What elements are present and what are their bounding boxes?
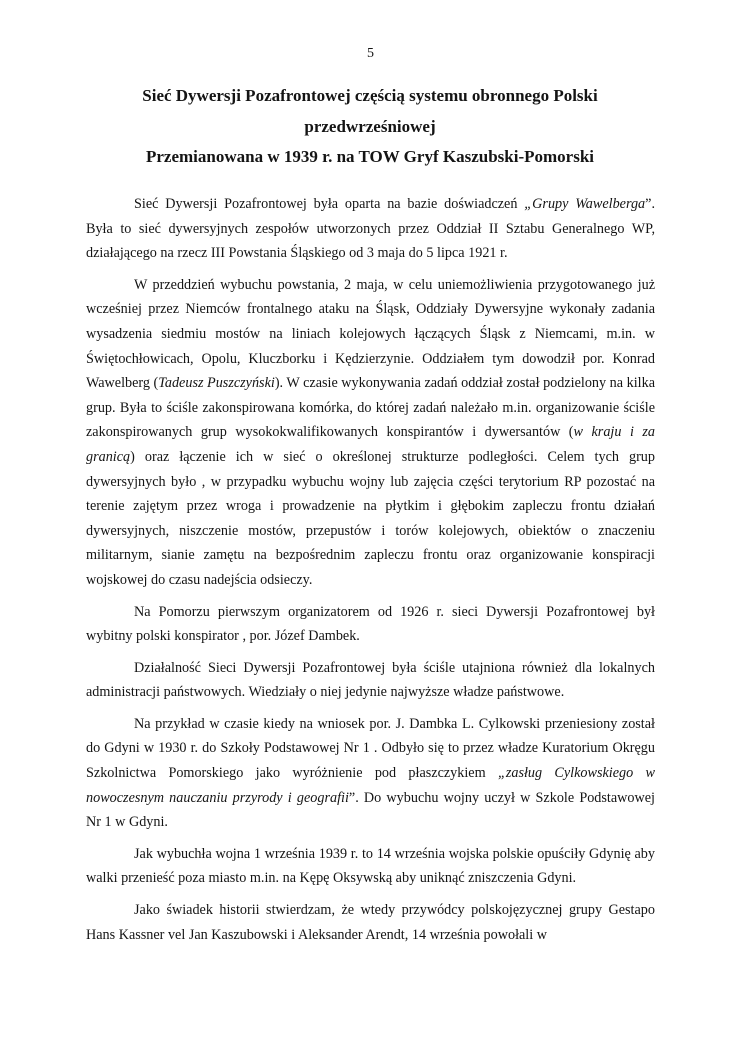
paragraph-1-text-a: Sieć Dywersji Pozafrontowej była oparta na bazie doświadczeń — [134, 196, 525, 212]
paragraph-5-italic: „zasług Cylkowskiego w nowoczesnym nauczaniu przyrody i geografii — [86, 765, 655, 806]
paragraph-2-italic-b: Tadeusz Puszczyński — [158, 375, 275, 392]
title-line-3: Przemianowana w 1939 r. na TOW Gryf Kaszubski-Pomorski — [145, 147, 594, 166]
paragraph-3 — [86, 600, 655, 649]
paragraph-6 — [86, 842, 655, 891]
title-line-2: przedwrześniowej — [304, 117, 436, 136]
paragraph-2-text-a: W przeddzień wybuchu powstania, 2 maja, w celu uniemożliwienia przygotowanego już wcześniej przez Niemców frontalnego ataku na Śląsk, Oddziały Dywersyjne wykonały zadania wysadzenia siedmiu mostów na liniach kolejowych łączących Śląsk z Niemcami, m.in. w Świętochłowicach, Opolu, Kluczborku i Kędzierzynie. Oddziałem tym dowodził por. Konrad Wawelberg ( — [86, 276, 655, 392]
paragraph-5-text-c: ”. Do wybuchu wojny uczył w Szkole Podstawowej Nr 1 w Gdyni. — [86, 789, 655, 831]
title-line-1: Sieć Dywersji Pozafrontowej częścią systemu obronnego Polski — [142, 86, 598, 105]
paragraph-3-text: Na Pomorzu pierwszym organizatorem od 1926 r. sieci Dywersji Pozafrontowej był wybitny polski konspirator , por. Józef Dambek. — [86, 603, 655, 645]
paragraph-6-text: Jak wybuchła wojna 1 września 1939 r. to 14 września wojska polskie opuściły Gdynię aby walki przenieść poza miasto m.in. na Kępę Oksywską aby uniknąć zniszczenia Gdyni. — [86, 845, 655, 887]
paragraph-1 — [86, 192, 655, 266]
paragraph-2-text-c: ). W czasie wykonywania zadań oddział został podzielony na kilka grup. Była to ściśle zakonspirowana komórka, do której zadań należało m.in. organizowanie ściśle zakonspirowanych grup wysokokwalifikowanych konspirantów i dywersantów ( — [86, 375, 655, 441]
paragraph-1-italic: „Grupy Wawelberga — [524, 196, 646, 212]
paragraph-4 — [86, 656, 655, 705]
paragraph-5-text-a: Na przykład w czasie kiedy na wniosek por. J. Dambka L. Cylkowski przeniesiony został do Gdyni w 1930 r. do Szkoły Podstawowej Nr 1 . Odbyło się to przez władze Kuratorium Okręgu Szkolnictwa Pomorskiego jako wyróżnienie pod płaszczykiem — [86, 715, 655, 782]
paragraph-2 — [86, 273, 655, 593]
paragraph-2-italic-d: w kraju i za granicą — [86, 424, 655, 465]
paragraph-2-text-e: ) oraz łączenie ich w sieć o określonej strukturze podległości. Celem tych grup dywersyjnych było , w przypadku wybuchu wojny lub zajęcia części terytorium RP pozostać na terenie zajętym przez wroga i prowadzenie na płytkim i głębokim zapleczu frontu działań dywersyjnych, niszczenie mostów, przepustów i torów kolejowych, obiektów o znaczeniu militarnym, sianie zamętu na bezpośrednim zapleczu frontu oraz organizowanie konspiracji wojskowej do czasu nadejścia odsieczy. — [86, 448, 655, 588]
paragraph-7 — [86, 898, 655, 947]
page-number: 5 — [367, 46, 374, 61]
paragraph-7-text: Jako świadek historii stwierdzam, że wtedy przywódcy polskojęzycznej grupy Gestapo Hans Kassner vel Jan Kaszubowski i Aleksander Arendt, 14 września powołali w — [86, 902, 655, 943]
paragraph-5 — [86, 712, 655, 835]
document-body — [86, 192, 655, 950]
paragraph-4-text: Działalność Sieci Dywersji Pozafrontowej była ściśle utajniona również dla lokalnych administracji państwowych. Wiedziały o niej jedynie najwyższe władze państwowe. — [86, 659, 655, 701]
paragraph-1-text-c: ”. Była to sieć dywersyjnych zespołów utworzonych przez Oddział II Sztabu Generalnego WP, działającego na rzecz III Powstania Śląskiego od 3 maja do 5 lipca 1921 r. — [86, 196, 655, 262]
